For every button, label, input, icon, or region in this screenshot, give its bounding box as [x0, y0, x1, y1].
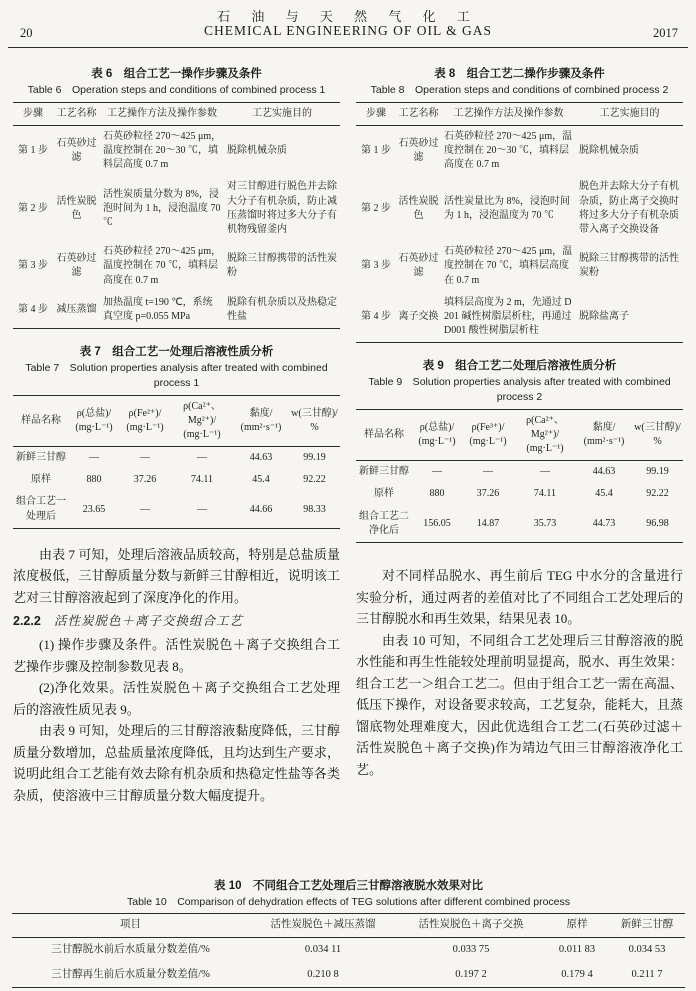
- cell: —: [197, 452, 207, 464]
- column-header: 活性炭脱色＋减压蒸馏: [249, 913, 397, 937]
- cell: 填料层高度为 2 m，先通过 D201 碱性树脂层析柱，再通过 D001 酸性树脂层析柱: [444, 296, 572, 337]
- cell: —: [140, 452, 150, 464]
- cell: 74.11: [190, 474, 214, 486]
- cell: 活性炭量比为 8%，浸泡时间为 1 h，浸泡温度为 70 ℃: [444, 195, 570, 221]
- cell: 脱除三甘醇携带的活性炭粉: [579, 253, 679, 279]
- table-row: [13, 447, 340, 470]
- paragraph: 由表 9 可知，处理后的三甘醇溶液黏度降低，三甘醇质量分数增加，总盐质量浓度降低，且均达到生产要求，说明此组合工艺能有效去除有机杂质和热稳定性盐等各类杂质，使溶液中三甘醇质量分数大幅度提升。: [13, 723, 340, 803]
- column-header: 工艺实施目的: [224, 102, 340, 125]
- column-header: w(三甘醇)/ %: [289, 395, 340, 447]
- column-header: w(三甘醇)/ %: [632, 409, 683, 461]
- paragraph: 由表 10 可知，不同组合工艺处理后三甘醇溶液的脱水性能和再生性能较处理前明显提高，脱水、再生效果：组合工艺一＞组合工艺二。但由于组合工艺一需在高温、低压下操作，对设备要求较高，工艺复杂，能耗大，且蒸馏底物处理难度大，因此优选组合工艺二(石英砂过滤＋活性炭脱色＋离子交换)作为靖边气田三甘醇溶液净化工艺。: [356, 632, 683, 777]
- table10-block: [12, 877, 685, 988]
- cell: —: [197, 503, 207, 515]
- cell: 石英砂粒径 270～425 μm，温度控制在 20～30 ℃，填料层高度 0.7 m: [103, 130, 222, 171]
- cell: 石英砂过滤: [56, 253, 97, 279]
- cell: 第 4 步: [361, 310, 391, 322]
- column-header: 工艺实施目的: [576, 102, 683, 125]
- cell: 92.22: [303, 474, 326, 486]
- table10-title-cn: 表 10 不同组合工艺处理后三甘醇溶液脱水效果对比: [214, 880, 483, 892]
- column-header: 工艺操作方法及操作参数: [441, 102, 576, 125]
- column-header: 样品名称: [13, 395, 69, 447]
- table10-header-row: [12, 913, 685, 937]
- left-column: [13, 58, 340, 806]
- column-header: 步骤: [13, 102, 53, 125]
- cell: 156.05: [423, 517, 451, 529]
- cell: 组合工艺二净化后: [359, 510, 409, 536]
- cell: —: [432, 466, 442, 478]
- cell: 三甘醇再生前后水质量分数差值/%: [51, 968, 210, 980]
- table-row: [12, 963, 685, 988]
- cell: 石英砂过滤: [56, 137, 97, 164]
- journal-title-en: CHEMICAL ENGINEERING OF OIL & GAS: [203, 23, 493, 38]
- cell: 活性炭脱色: [398, 195, 439, 221]
- table9-header-row: [356, 409, 683, 461]
- cell: 石英砂粒径 270～425 μm，温度控制在 20～30 ℃，填料层高度在 0.7 m: [444, 130, 573, 171]
- table7-header-row: [13, 395, 340, 447]
- table10-title-en: Table 10 Comparison of dehydration effects of TEG solutions after different combined process: [127, 896, 570, 908]
- table-row: [13, 292, 340, 329]
- cell: 脱除机械杂质: [227, 145, 287, 157]
- table-row: [13, 241, 340, 292]
- cell: 0.034 53: [628, 943, 666, 955]
- cell: 原样: [31, 474, 51, 486]
- column-header: 工艺名称: [53, 102, 100, 125]
- column-header: 工艺名称: [396, 102, 441, 125]
- column-header: 项目: [12, 913, 249, 937]
- table7-block: [13, 343, 340, 529]
- table6-block: [13, 65, 340, 329]
- cell: 0.179 4: [561, 968, 593, 980]
- cell: 离子交换: [398, 310, 439, 322]
- year-label: 2017: [653, 26, 678, 40]
- column-header: ρ(总盐)/ (mg·L⁻¹): [69, 395, 119, 447]
- section-heading: [13, 610, 340, 632]
- paragraph: (2)净化效果。活性炭脱色＋离子交换组合工艺处理后的溶液性质见表 9。: [13, 680, 340, 717]
- cell: 第 2 步: [18, 202, 48, 214]
- table8-title-cn: 表 8 组合工艺二操作步骤及条件: [434, 68, 605, 80]
- cell: 脱除三甘醇携带的活性炭粉: [227, 253, 337, 279]
- table9-title-cn: 表 9 组合工艺二处理后溶液性质分析: [422, 360, 617, 373]
- table6: [13, 102, 340, 329]
- paragraph: 对不同样品脱水、再生前后 TEG 中水分的含量进行实验分析，通过两者的差值对比了不同组合工艺处理后的三甘醇脱水和再生效果，结果见表 10。: [356, 568, 683, 626]
- cell: 加热温度 t=190 ℃，系统真空度 p=0.055 MPa: [103, 296, 213, 322]
- cell: 0.033 75: [452, 943, 490, 955]
- column-header: ρ(Ca²⁺、Mg²⁺)/ (mg·L⁻¹): [171, 395, 233, 447]
- cell: 第 3 步: [361, 260, 391, 272]
- column-header: ρ(Ca²⁺、Mg²⁺)/ (mg·L⁻¹): [514, 409, 576, 461]
- cell: 0.034 11: [304, 943, 342, 955]
- table6-title-en: Table 6 Operation steps and conditions of combined process 1: [27, 84, 326, 96]
- table7-title-cn: 表 7 组合工艺一处理后溶液性质分析: [79, 346, 274, 359]
- header-rule: [8, 47, 688, 48]
- cell: 0.197 2: [455, 968, 487, 980]
- cell: —: [140, 503, 150, 515]
- cell: 第 2 步: [361, 202, 391, 214]
- cell: 37.26: [476, 488, 500, 500]
- cell: 0.211 7: [631, 968, 663, 980]
- table8-title-en: Table 8 Operation steps and conditions of combined process 2: [370, 84, 669, 96]
- cell: 石英砂过滤: [398, 253, 439, 279]
- table-row: [12, 937, 685, 962]
- column-header: 新鲜三甘醇: [609, 913, 685, 937]
- cell: 98.33: [303, 503, 326, 515]
- table-row: [356, 241, 683, 292]
- paragraph: 由表 7 可知，处理后溶液品质较高，特别是总盐质量浓度极低，三甘醇质量分数与新鲜三甘醇相近，说明该工艺对三甘醇溶液起到了深度净化的作用。: [13, 546, 340, 605]
- table-row: [13, 491, 340, 528]
- cell: 0.011 83: [558, 943, 596, 955]
- cell: 石英砂粒径 270～425 μm，温度控制在 70 ℃，填料层高度在 0.7 m: [444, 246, 573, 286]
- journal-title-cn: 石 油 与 天 然 气 化 工: [217, 9, 479, 24]
- cell: 减压蒸馏: [56, 303, 97, 315]
- cell: 14.87: [476, 517, 500, 529]
- cell: 脱除盐离子: [579, 310, 629, 322]
- cell: —: [483, 466, 493, 478]
- cell: 99.19: [303, 452, 326, 464]
- table-row: [356, 506, 683, 543]
- cell: 37.26: [133, 474, 157, 486]
- cell: 45.4: [595, 488, 613, 500]
- cell: 第 3 步: [18, 260, 48, 272]
- table8-header-row: [356, 102, 683, 125]
- table-row: [356, 176, 683, 241]
- table-row: [13, 469, 340, 491]
- cell: 第 1 步: [18, 145, 48, 157]
- cell: 第 4 步: [18, 303, 48, 315]
- table-row: [13, 125, 340, 176]
- cell: 活性炭脱色: [56, 195, 97, 221]
- right-column: [356, 58, 683, 780]
- cell: 880: [86, 474, 102, 486]
- left-paragraphs: [13, 544, 340, 807]
- column-header: ρ(Fe²⁺)/ (mg·L⁻¹): [119, 395, 171, 447]
- table8-block: [356, 65, 683, 343]
- cell: 三甘醇脱水前后水质量分数差值/%: [51, 943, 210, 955]
- table7: [13, 395, 340, 529]
- cell: 23.65: [82, 503, 106, 515]
- section-title: 活性炭脱色＋离子交换组合工艺: [53, 614, 243, 629]
- cell: 新鲜三甘醇: [16, 452, 66, 464]
- cell: 44.73: [592, 517, 616, 529]
- column-header: ρ(Fe³⁺)/ (mg·L⁻¹): [462, 409, 514, 461]
- cell: 92.22: [646, 488, 669, 500]
- cell: 石英砂过滤: [398, 137, 439, 164]
- table8: [356, 102, 683, 344]
- table-row: [356, 483, 683, 505]
- cell: 74.11: [533, 488, 557, 500]
- cell: 新鲜三甘醇: [359, 466, 409, 478]
- table10: [12, 913, 685, 989]
- cell: 活性炭质量分数为 8%，浸泡时间为 1 h，浸泡温度 70 ℃: [103, 188, 221, 228]
- cell: —: [540, 466, 550, 478]
- table-row: [356, 292, 683, 343]
- table7-title-en: Table 7 Solution properties analysis after treated with combined process 1: [25, 362, 328, 389]
- table9-title-en: Table 9 Solution properties analysis after treated with combined process 2: [368, 376, 671, 403]
- table6-header-row: [13, 102, 340, 125]
- cell: 44.63: [249, 452, 273, 464]
- column-header: 样品名称: [356, 409, 412, 461]
- cell: 原样: [374, 488, 394, 500]
- cell: 对三甘醇进行脱色并去除大分子有机杂质，防止减压蒸馏时将过多大分子有机物残留釜内: [227, 181, 337, 235]
- cell: 脱色并去除大分子有机杂质，防止离子交换时将过多大分子有机杂质带入离子交换设备: [579, 181, 679, 235]
- cell: 35.73: [533, 517, 557, 529]
- cell: 石英砂粒径 270～425 μm，温度控制在 70 ℃，填料层高度在 0.7 m: [103, 246, 222, 286]
- cell: 脱除机械杂质: [579, 145, 639, 157]
- column-header: 黏度/ (mm²·s⁻¹): [233, 395, 289, 447]
- cell: 0.210 8: [307, 968, 339, 980]
- cell: 96.98: [646, 517, 669, 529]
- table-row: [356, 461, 683, 484]
- cell: 组合工艺一处理后: [16, 496, 66, 522]
- cell: —: [89, 452, 99, 464]
- column-header: 工艺操作方法及操作参数: [100, 102, 224, 125]
- table-row: [13, 176, 340, 241]
- cell: 45.4: [252, 474, 270, 486]
- cell: 44.63: [592, 466, 616, 478]
- page-number: 20: [20, 26, 33, 40]
- column-header: 原样: [545, 913, 609, 937]
- column-header: ρ(总盐)/ (mg·L⁻¹): [412, 409, 462, 461]
- table9: [356, 409, 683, 543]
- paragraph: (1) 操作步骤及条件。活性炭脱色＋离子交换组合工艺操作步骤及控制参数见表 8。: [13, 637, 340, 674]
- column-header: 黏度/ (mm²·s⁻¹): [576, 409, 632, 461]
- cell: 880: [429, 488, 445, 500]
- cell: 44.66: [249, 503, 273, 515]
- cell: 脱除有机杂质以及热稳定性盐: [227, 296, 337, 322]
- column-header: 活性炭脱色＋离子交换: [397, 913, 545, 937]
- table9-block: [356, 357, 683, 543]
- table-row: [356, 125, 683, 176]
- cell: 第 1 步: [361, 145, 391, 157]
- column-header: 步骤: [356, 102, 396, 125]
- cell: 99.19: [646, 466, 669, 478]
- section-number: 2.2.2: [13, 614, 41, 629]
- table6-title-cn: 表 6 组合工艺一操作步骤及条件: [91, 68, 262, 80]
- right-paragraphs: [356, 565, 683, 780]
